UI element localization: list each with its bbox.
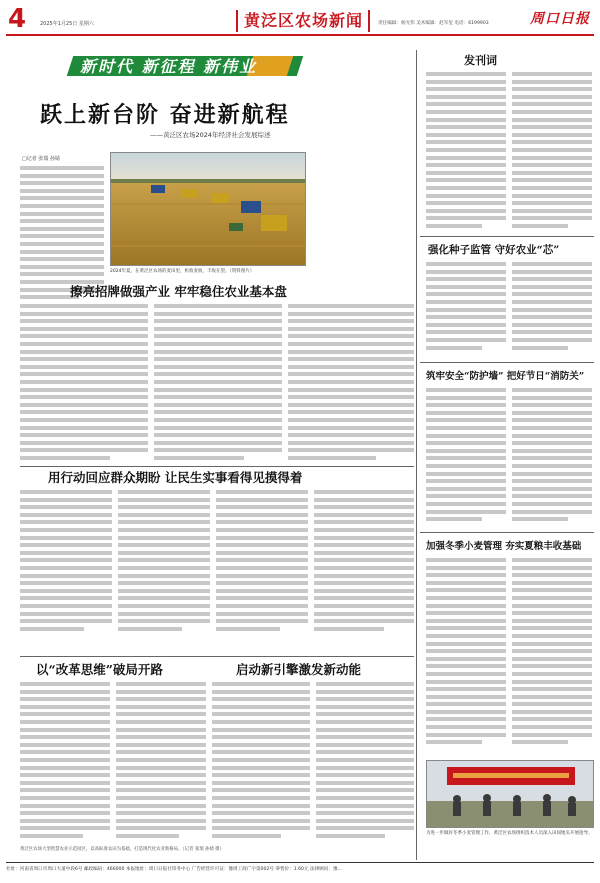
banner-text: 新时代 新征程 新伟业 xyxy=(80,57,258,76)
right-rule-3 xyxy=(420,532,594,533)
wheat-col-2 xyxy=(512,558,592,754)
section-livelihood-col-4 xyxy=(314,490,414,638)
masthead xyxy=(6,4,594,36)
event-photo-caption: 为进一步做好冬季小麦管理工作，黄泛区农场组织技术人员深入田间地头开展指导。 xyxy=(426,831,593,836)
event-photo-image xyxy=(427,761,594,828)
section-heading-reform: 以“改革思维”破局开路 xyxy=(36,662,163,677)
issue-date: 2025年1月25日 星期六 xyxy=(40,21,94,27)
section-title: 黄泛区农场新闻 xyxy=(244,11,364,30)
heading-fire-safety: 筑牢安全“防护墙” 把好节日“消防关” xyxy=(426,371,585,382)
theme-banner xyxy=(70,52,300,78)
lead-footnote: 黄泛区农场大型智慧农业示范园区，以高标准农田为基础，打造现代化农业新格局。（记者 张瑞 孙婧 摄） xyxy=(20,847,224,852)
inaugural-column-title: 发刊词 xyxy=(464,54,497,67)
editor-credits: 责任编辑：杨光伟 美术编辑：赵军玺 电话：6199903 xyxy=(378,21,489,26)
section-momentum-col-1 xyxy=(212,682,310,842)
section-heading-livelihood: 用行动回应群众期盼 让民生实事看得见摸得着 xyxy=(48,470,303,485)
section-industry-col-1 xyxy=(20,304,148,464)
inaugural-column-header xyxy=(420,52,594,68)
column-divider-main xyxy=(416,50,417,860)
section-industry-col-3 xyxy=(288,304,414,464)
harvest-photo-caption: 2024年夏，在黄泛区农场的麦田里，机收麦收，丰收在望。（资料图片） xyxy=(110,269,255,274)
right-rule-1 xyxy=(420,236,594,237)
inaugural-col-2 xyxy=(512,72,592,232)
lead-headline: 跃上新台阶 奋进新航程 xyxy=(40,102,290,128)
heading-seed-regulation: 强化种子监管 守好农业“芯” xyxy=(428,244,560,256)
section-heading-industry: 擦亮招牌做强产业 牢牢稳住农业基本盘 xyxy=(70,284,287,299)
harvest-photo xyxy=(110,152,306,266)
section-heading-momentum: 启动新引擎激发新动能 xyxy=(236,662,362,677)
section-industry-col-2 xyxy=(154,304,282,464)
page-footer: 社址：河南省周口市周口大道中段6号 邮政编码：466000 本报地址：周口日报社印务中心 广告经营许可证：豫周工商广字第002号 零售价：1.60元 法律顾问：豫... xyxy=(6,862,594,878)
section-reform-col-2 xyxy=(116,682,206,842)
section-momentum-col-2 xyxy=(316,682,414,842)
section-divider-right xyxy=(368,10,370,32)
lead-subtitle: ——黄泛区农场2024年经济社会发展综述 xyxy=(150,131,271,139)
seed-col-1 xyxy=(426,262,506,358)
seed-col-2 xyxy=(512,262,592,358)
fire-col-1 xyxy=(426,388,506,528)
section-divider-left xyxy=(236,10,238,32)
newspaper-logo: 周口日报 xyxy=(530,11,590,27)
section-livelihood-col-1 xyxy=(20,490,112,638)
section-livelihood-col-2 xyxy=(118,490,210,638)
section-livelihood-col-3 xyxy=(216,490,308,638)
harvest-photo-image xyxy=(111,153,306,266)
fire-col-2 xyxy=(512,388,592,528)
section-rule-2 xyxy=(20,656,414,657)
section-rule-1 xyxy=(20,466,414,467)
inaugural-col-1 xyxy=(426,72,506,232)
heading-wheat-management: 加强冬季小麦管理 夯实夏粮丰收基础 xyxy=(426,541,582,552)
byline: □记者 张瑞 孙婧 xyxy=(22,156,60,162)
right-rule-2 xyxy=(420,362,594,363)
page-number: 4 xyxy=(8,4,27,34)
section-reform-col-1 xyxy=(20,682,110,842)
wheat-col-1 xyxy=(426,558,506,754)
event-photo xyxy=(426,760,594,828)
